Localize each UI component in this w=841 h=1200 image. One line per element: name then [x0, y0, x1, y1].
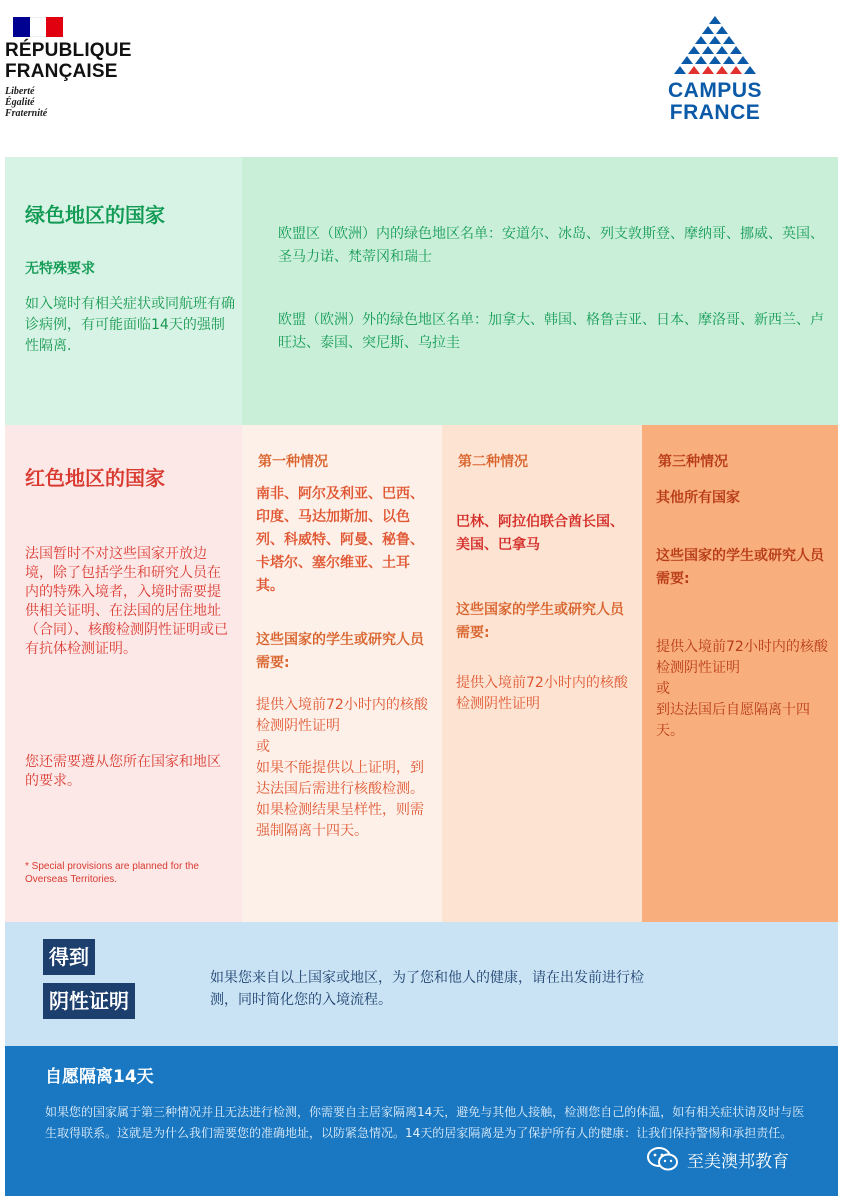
- green-zone-heading: 绿色地区的国家: [25, 203, 165, 227]
- case-1-need: 这些国家的学生或研究人员需要:: [256, 632, 424, 671]
- case-1-title: 第一种情况: [258, 454, 328, 470]
- green-zone-subheading: 无特殊要求: [25, 261, 95, 277]
- quarantine-heading: 自愿隔离14天: [45, 1067, 154, 1087]
- case-2-panel: [442, 425, 642, 922]
- green-zone-lists: [242, 157, 838, 425]
- green-zone-body: 如入境时有相关症状或同航班有确诊病例，有可能面临14天的强制性隔离.: [25, 296, 235, 354]
- red-zone-panel: [5, 425, 242, 922]
- quarantine-body: 如果您的国家属于第三种情况并且无法进行检测，你需要自主居家隔离14天，避免与其他人接触，检测您自己的体温，如有相关症状请及时与医生取得联系。这就是为什么我们需要您的准确地址，以防紧急情况。14天的居家隔离是为了保护所有人的健康：让我们保持警惕和承担责任。: [45, 1105, 805, 1140]
- republique-francaise-logo: [5, 14, 145, 134]
- case-2-title: 第二种情况: [458, 454, 528, 470]
- case-1-countries: 南非、阿尔及利亚、巴西、印度、马达加斯加、以色列、科威特、阿曼、秘鲁、卡塔尔、塞尔维亚、土耳其。: [256, 486, 424, 594]
- wechat-account-name: 至美澳邦教育: [687, 1151, 789, 1172]
- green-zone-panel: [5, 157, 242, 425]
- campus-france-mark-icon: [668, 14, 762, 76]
- case-2-need: 这些国家的学生或研究人员需要:: [456, 602, 624, 641]
- red-zone-body: 法国暂时不对这些国家开放边境，除了包括学生和研究人员在内的特殊入境者，入境时需要提供相关证明、在法国的居住地址（合同）、核酸检测阴性证明或已有抗体检测证明。: [25, 546, 228, 657]
- red-zone-body-2: 您还需要遵从您所在国家和地区的要求。: [25, 754, 221, 789]
- red-zone-heading: 红色地区的国家: [25, 466, 165, 490]
- republique-motto: Liberté Égalité Fraternité: [5, 86, 48, 119]
- test-label-box-1: 得到: [43, 939, 95, 975]
- quarantine-band: [5, 1046, 838, 1196]
- case-1-panel: [242, 425, 442, 922]
- republique-francaise-title: RÉPUBLIQUE FRANÇAISE: [5, 40, 132, 82]
- green-list-eu: 欧盟区（欧洲）内的绿色地区名单：安道尔、冰岛、列支敦斯登、摩纳哥、挪威、英国、圣马力诺、梵蒂冈和瑞士: [278, 226, 824, 265]
- french-flag-icon: [13, 17, 63, 37]
- case-3-countries: 其他所有国家: [656, 490, 740, 506]
- case-1-text: 提供入境前72小时内的核酸检测阴性证明 或 如果不能提供以上证明，到达法国后需进行核酸检测。如果检测结果呈样性，则需强制隔离十四天。: [256, 697, 428, 839]
- campus-france-name: CAMPUS FRANCE: [667, 79, 762, 124]
- wechat-icon: [647, 1146, 679, 1172]
- campus-france-logo: [655, 14, 775, 126]
- negative-test-band: [5, 922, 838, 1046]
- case-3-title: 第三种情况: [658, 454, 728, 470]
- case-3-need: 这些国家的学生或研究人员需要:: [656, 548, 824, 587]
- wechat-account-badge[interactable]: [647, 1146, 789, 1172]
- case-2-countries: 巴林、阿拉伯联合酋长国、美国、巴拿马: [456, 514, 624, 553]
- test-text: 如果您来自以上国家或地区，为了您和他人的健康，请在出发前进行检测，同时简化您的入境流程。: [210, 970, 644, 1008]
- case-2-text: 提供入境前72小时内的核酸检测阴性证明: [456, 675, 628, 712]
- test-label-box-2: 阴性证明: [43, 983, 135, 1019]
- case-3-panel: [642, 425, 838, 922]
- green-list-non-eu: 欧盟（欧洲）外的绿色地区名单：加拿大、韩国、格鲁吉亚、日本、摩洛哥、新西兰、卢旺达、泰国、突尼斯、乌拉圭: [278, 312, 824, 351]
- case-3-text: 提供入境前72小时内的核酸检测阴性证明 或 到达法国后自愿隔离十四天。: [656, 639, 828, 739]
- overseas-note: * Special provisions are planned for the Overseas Territories.: [25, 861, 199, 885]
